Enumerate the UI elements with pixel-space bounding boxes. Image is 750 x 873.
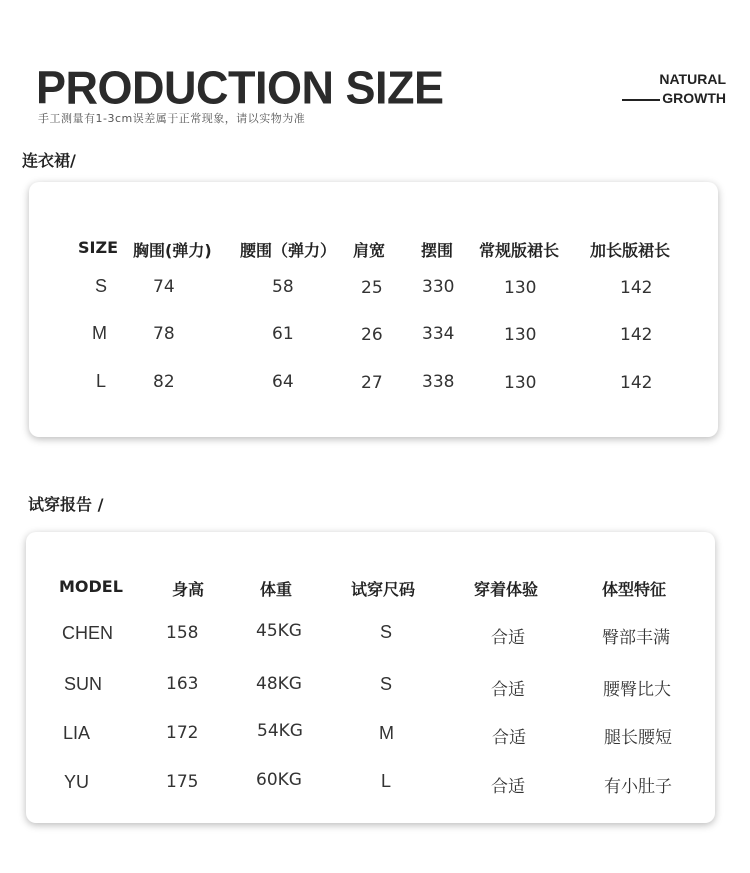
size-header-hem: 摆围: [421, 241, 454, 260]
trial-size-cell: S: [380, 622, 393, 642]
regular-length-cell: 130: [504, 325, 537, 345]
body-type-cell: 臀部丰满: [602, 628, 670, 648]
experience-cell: 合适: [491, 628, 525, 648]
brand-mark: [659, 70, 726, 108]
long-length-cell: 142: [620, 325, 653, 345]
experience-cell: 合适: [492, 728, 526, 748]
size-header-chest: 胸围(弹力): [133, 241, 212, 260]
shoulder-cell: 27: [361, 373, 383, 393]
chest-cell: 82: [153, 372, 175, 392]
brand-divider: [622, 99, 660, 101]
height-cell: 172: [166, 723, 199, 743]
weight-cell: 48KG: [256, 674, 302, 694]
size-cell: M: [92, 323, 107, 343]
size-header-size: SIZE: [78, 238, 119, 257]
size-header-shoulder: 肩宽: [353, 241, 386, 260]
model-name-cell: CHEN: [62, 623, 114, 643]
waist-cell: 61: [272, 324, 294, 344]
fit-header-trial-size: 试穿尺码: [351, 580, 416, 599]
hem-cell: 338: [422, 372, 455, 392]
size-header-waist: 腰围（弹力）: [240, 241, 337, 260]
model-name-cell: LIA: [63, 723, 91, 743]
model-name-cell: SUN: [64, 674, 103, 694]
height-cell: 163: [166, 674, 199, 694]
hem-cell: 330: [422, 277, 455, 297]
fit-section-label: 试穿报告 /: [28, 495, 104, 514]
height-cell: 175: [166, 772, 199, 792]
body-type-cell: 腿长腰短: [604, 728, 672, 748]
long-length-cell: 142: [620, 373, 653, 393]
size-section-label: 连衣裙/: [22, 151, 76, 170]
measurement-note: 手工测量有1-3cm误差属于正常现象，请以实物为准: [38, 112, 306, 125]
size-cell: L: [96, 371, 107, 391]
fit-report-card: [26, 532, 715, 823]
weight-cell: 45KG: [256, 621, 302, 641]
size-chart-card: [29, 182, 718, 437]
fit-header-model: MODEL: [59, 577, 123, 596]
weight-cell: 60KG: [256, 770, 302, 790]
size-cell: S: [95, 276, 108, 296]
body-type-cell: 腰臀比大: [603, 680, 671, 700]
fit-header-body-type: 体型特征: [602, 580, 667, 599]
body-type-cell: 有小肚子: [604, 777, 672, 797]
page-title: PRODUCTION SIZE: [36, 61, 444, 114]
shoulder-cell: 25: [361, 278, 383, 298]
weight-cell: 54KG: [257, 721, 303, 741]
regular-length-cell: 130: [504, 373, 537, 393]
height-cell: 158: [166, 623, 199, 643]
size-header-long-length: 加长版裙长: [590, 241, 671, 260]
experience-cell: 合适: [491, 680, 525, 700]
size-header-regular-length: 常规版裙长: [479, 241, 560, 260]
hem-cell: 334: [422, 324, 455, 344]
trial-size-cell: M: [379, 723, 394, 743]
waist-cell: 64: [272, 372, 294, 392]
experience-cell: 合适: [491, 777, 525, 797]
chest-cell: 78: [153, 324, 175, 344]
model-name-cell: YU: [64, 772, 90, 792]
fit-header-height: 身高: [172, 580, 205, 599]
regular-length-cell: 130: [504, 278, 537, 298]
brand-line-1: NATURAL: [659, 71, 726, 87]
fit-header-experience: 穿着体验: [474, 580, 539, 599]
brand-line-2: GROWTH: [662, 90, 726, 106]
trial-size-cell: L: [381, 771, 392, 791]
trial-size-cell: S: [380, 674, 393, 694]
shoulder-cell: 26: [361, 325, 383, 345]
waist-cell: 58: [272, 277, 294, 297]
long-length-cell: 142: [620, 278, 653, 298]
fit-header-weight: 体重: [260, 580, 293, 599]
chest-cell: 74: [153, 277, 175, 297]
